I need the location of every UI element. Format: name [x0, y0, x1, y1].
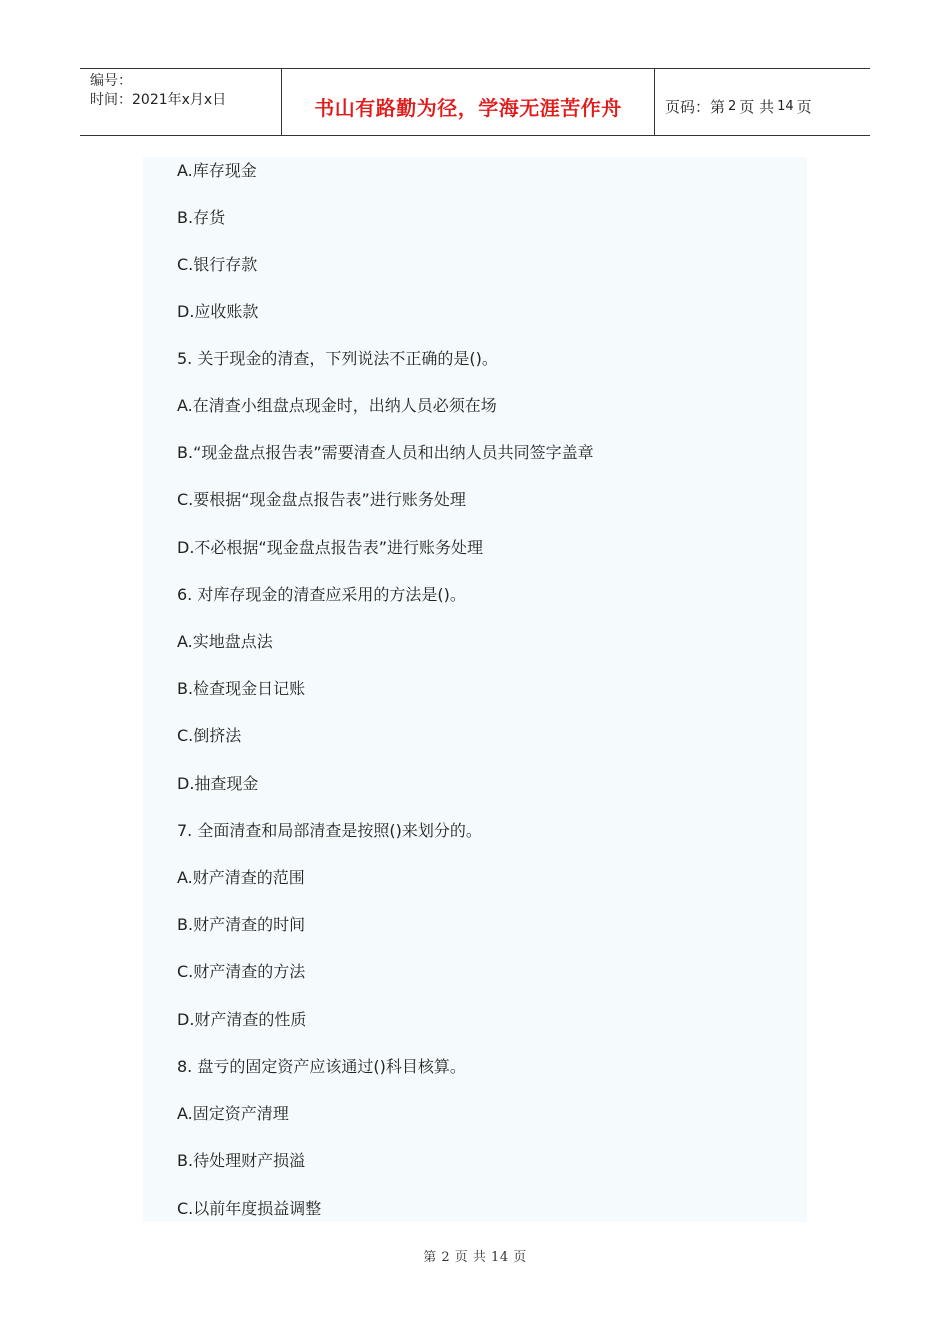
option-line: A.财产清查的范围 [177, 868, 305, 887]
question-content [143, 157, 807, 1222]
question-line: 5. 关于现金的清查，下列说法不正确的是()。 [177, 349, 498, 368]
page-suffix: 页 [796, 97, 812, 116]
option-line: B.财产清查的时间 [177, 915, 306, 934]
option-line: C.倒挤法 [177, 726, 242, 745]
page-mid: 页 共 [739, 97, 775, 116]
document-number-label: 编号： [90, 73, 132, 89]
question-line: 8. 盘亏的固定资产应该通过()科目核算。 [177, 1057, 466, 1076]
header-motto-cell [282, 69, 655, 135]
option-line: C.银行存款 [177, 255, 258, 274]
page-header [80, 68, 870, 136]
header-motto: 书山有路勤为径，学海无涯苦作舟 [314, 95, 622, 120]
option-line: A.库存现金 [177, 161, 257, 180]
option-line: C.财产清查的方法 [177, 962, 306, 981]
option-line: A.实地盘点法 [177, 632, 273, 651]
document-date-label: 时间：2021年x月x日 [90, 92, 227, 108]
page-footer: 第 2 页 共 14 页 [423, 1250, 527, 1265]
option-line: D.财产清查的性质 [177, 1010, 307, 1029]
option-line: B.存货 [177, 208, 226, 227]
question-line: 6. 对库存现金的清查应采用的方法是()。 [177, 585, 466, 604]
question-line: 7. 全面清查和局部清查是按照()来划分的。 [177, 821, 482, 840]
option-line: A.在清查小组盘点现金时，出纳人员必须在场 [177, 396, 497, 415]
option-line: C.要根据“现金盘点报告表”进行账务处理 [177, 490, 466, 509]
page-current: 2 [728, 98, 737, 114]
option-line: B.“现金盘点报告表”需要清查人员和出纳人员共同签字盖章 [177, 443, 594, 462]
option-line: D.不必根据“现金盘点报告表”进行账务处理 [177, 538, 483, 557]
option-line: B.检查现金日记账 [177, 679, 306, 698]
header-meta-cell [80, 69, 282, 135]
option-line: C.以前年度损益调整 [177, 1199, 322, 1218]
option-line: D.应收账款 [177, 302, 259, 321]
option-line: A.固定资产清理 [177, 1104, 289, 1123]
header-page-cell [655, 69, 870, 135]
page-total: 14 [777, 98, 794, 114]
option-line: D.抽查现金 [177, 774, 259, 793]
page-prefix: 页码：第 [665, 97, 726, 116]
option-line: B.待处理财产损溢 [177, 1151, 306, 1170]
